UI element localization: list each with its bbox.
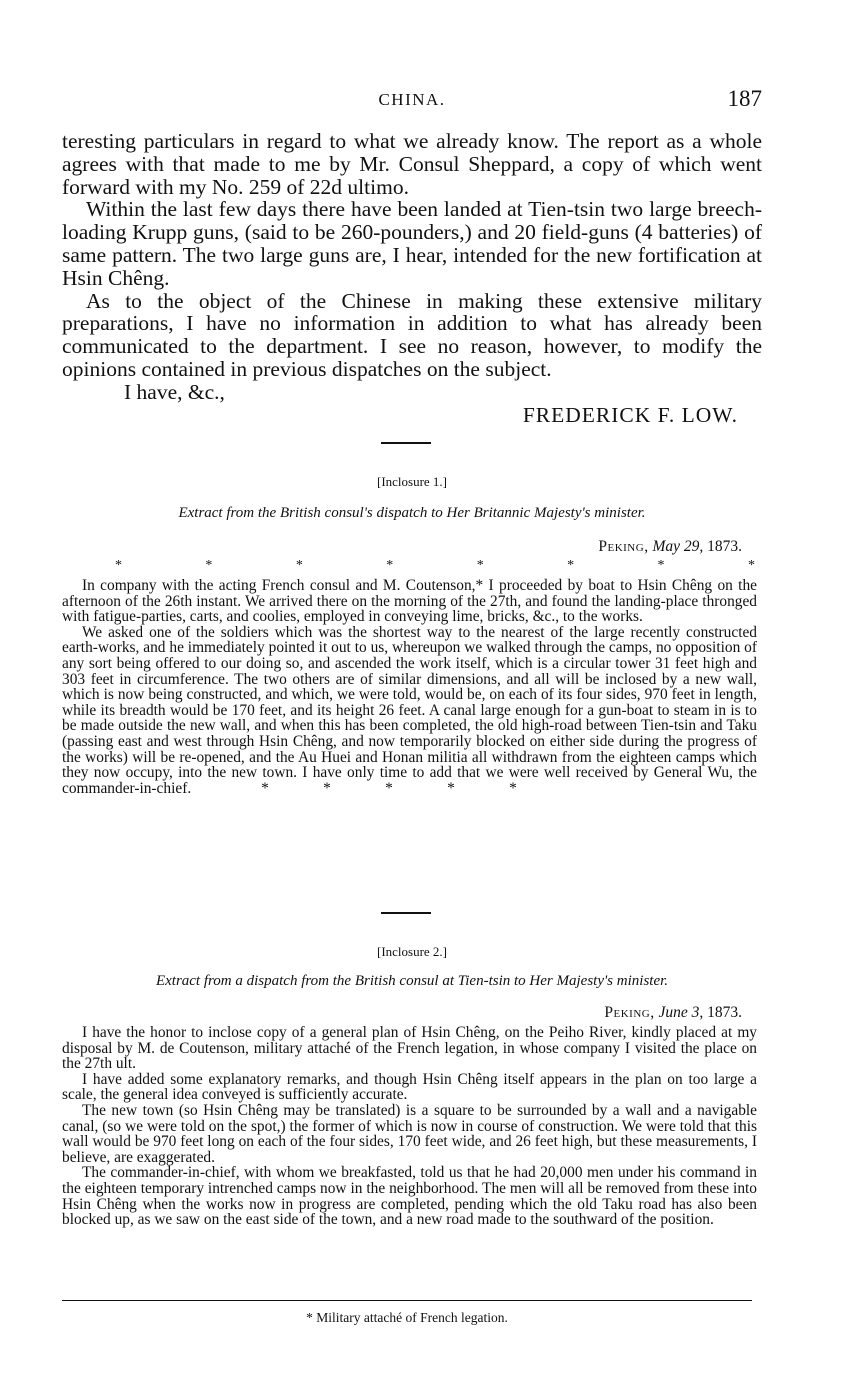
asterisk: * [476,558,484,573]
inclosure-1-dateline [598,538,742,556]
letter-closing: I have, &c., [124,379,225,404]
dateline-year: 1873. [707,538,742,555]
dateline-month: June 3, [658,1004,704,1021]
inclosure-2-body [62,1025,757,1228]
omission-asterisks [115,558,755,574]
inclosure-paragraph [62,625,757,797]
dateline-month: May 29, [652,538,704,555]
trailing-asterisks [221,781,551,797]
footnote-divider [62,1300,752,1301]
paragraph-text: We asked one of the soldiers which was the shortest way to the nearest of the large recently constructed earth-works, and he immediately pointed it out to us, whereupon we walked through the camps, no opposition of any sort being offered to our doing so, and ascended the work itself, which is a circular tower 31 feet high and 303 feet in circumference. The two others are of similar dimensions, and all will be inclosed by a new wall, which is now being constructed, and which, we were told, would be, on each of its four sides, 970 feet in length, while its breadth would be 170 feet, and its height 26 feet. A canal large enough for a gun-boat to steam in is to be made outside the new wall, and when this has been completed, the old high-road between Tien-tsin and Taku (passing east and west through Hsin Chêng, and now temporarily blocked on either side during the progress of the works) will be re-opened, and the Au Huei and Honan militia all withdrawn from the eighteen camps which they now occupy, into the new town. I have only time to add that we were well received by General Wu, the commander-in-chief. [62,623,757,797]
inclosure-paragraph: In company with the acting French consul and M. Coutenson,* I proceeded by boat to Hsin Chêng on the afternoon of the 26th instant. We arrived there on the morning of the 27th, and found the landing-place thronged with fatigue-parties, carts, and coolies, employed in conveying lime, bricks, &c., to the works. [62,577,757,626]
inclosure-1-label: [Inclosure 1.] [376,474,448,489]
inclosure-paragraph: The commander-in-chief, with whom we breakfasted, told us that he had 20,000 men under his command in the eighteen temporary intrenched camps now in the neighborhood. The men will all be removed from these into Hsin Chêng when the works now in progress are completed, pending which the old Taku road has also been blocked up, as we saw on the east side of the town, and a new road made to the southward of the position. [62,1164,757,1229]
asterisk: * [385,779,393,797]
inclosure-paragraph: I have added some explanatory remarks, and though Hsin Chêng itself appears in the plan on too large a scale, the general idea conveyed is sufficiently accurate. [62,1070,757,1104]
letter-body [62,130,762,426]
letter-signature: FREDERICK F. LOW. [522,402,738,427]
asterisk: * [115,558,122,573]
asterisk: * [447,779,455,797]
page-header [62,86,762,116]
letter-paragraph: As to the object of the Chinese in making these extensive military preparations, I have no information in addition to what has already been communicated to the department. I see no reason, however, to modify the opinions contained in previous dispatches on the subject. [62,288,762,381]
dateline-place: Peking, [598,538,649,555]
asterisk: * [657,558,665,573]
page-number: 187 [727,86,762,111]
asterisk: * [323,779,331,797]
inclosure-paragraph: The new town (so Hsin Chêng may be translated) is a square to be surrounded by a wall and a navigable canal, (so we were told on the spot,) the former of which is now in course of construction. We were told that this wall would be 970 feet long on each of the four sides, 170 feet wide, and 26 feet high, but these measurements, I believe, are exaggerated. [62,1101,757,1166]
letter-paragraph: Within the last few days there have been landed at Tien-tsin two large breech-loading Krupp guns, (said to be 260-pounders,) and 20 field-guns (4 batteries) of same pattern. The two large guns are, I hear, intended for the new fortification at Hsin Chêng. [62,197,762,290]
asterisk: * [386,558,394,573]
inclosure-2-title: Extract from a dispatch from the British consul at Tien-tsin to Her Majesty's minister. [155,973,669,989]
running-title: CHINA. [378,90,446,109]
dateline-place: Peking, [604,1004,655,1021]
inclosure-1-body [62,578,757,796]
inclosure-2-label: [Inclosure 2.] [376,944,448,959]
inclosure-2-dateline [604,1004,742,1022]
section-divider [381,442,431,444]
footnote: * Military attaché of French legation. [306,1310,508,1325]
asterisk: * [295,558,303,573]
inclosure-paragraph: I have the honor to inclose copy of a general plan of Hsin Chêng, on the Peiho River, kindly placed at my disposal by M. de Coutenson, military attaché of the French legation, in whose company I visited the place on the 27th ult. [62,1024,757,1073]
asterisk: * [747,558,755,573]
asterisk: * [567,558,575,573]
asterisk: * [205,558,213,573]
section-divider [381,912,431,914]
letter-paragraph: teresting particulars in regard to what we already know. The report as a whole agrees with that made to me by Mr. Consul Sheppard, a copy of which went forward with my No. 259 of 22d ultimo. [62,129,762,199]
asterisk: * [261,779,269,797]
inclosure-1-title: Extract from the British consul's dispatch to Her Britannic Majesty's minister. [178,505,646,521]
asterisk: * [509,779,517,797]
dateline-year: 1873. [707,1004,742,1021]
